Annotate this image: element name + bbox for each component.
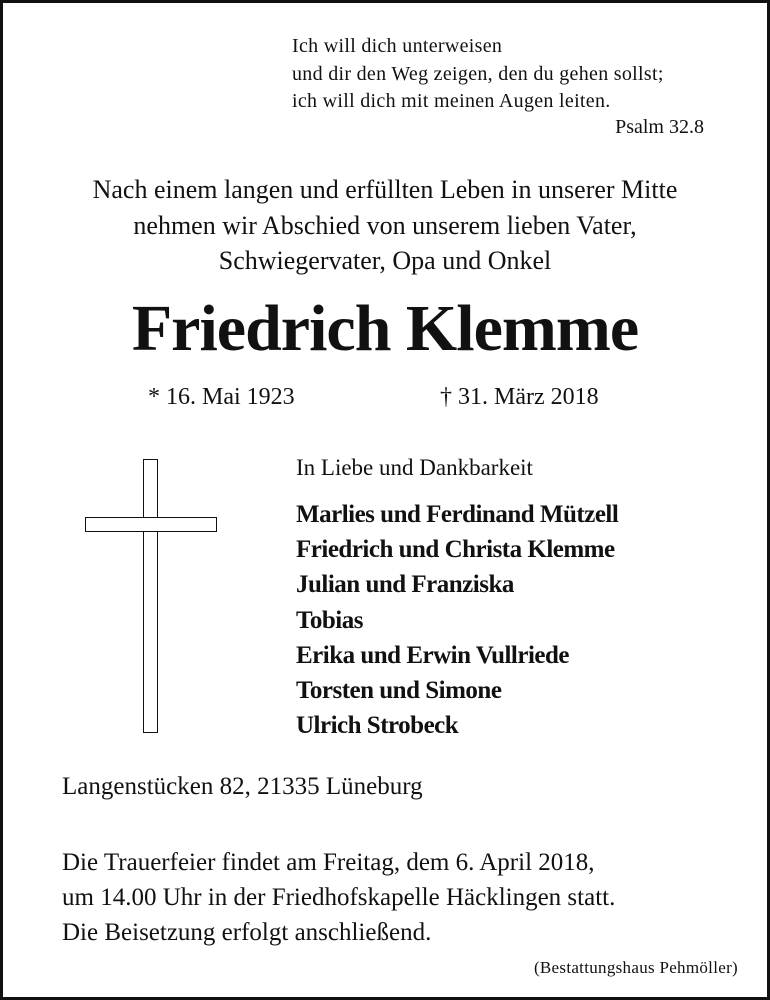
intro-line: nehmen wir Abschied von unserem lieben Vater,	[133, 210, 637, 240]
intro-line: Nach einem langen und erfüllten Leben in unserer Mitte	[92, 175, 678, 204]
mourner-name: Friedrich und Christa Klemme	[296, 536, 615, 564]
deceased-name: Friedrich Klemme	[131, 292, 639, 365]
verse-line: und dir den Weg zeigen, den du gehen sollst;	[292, 62, 664, 85]
death-date: † 31. März 2018	[440, 384, 599, 410]
intro-line: Schwiegervater, Opa und Onkel	[218, 246, 552, 275]
intro-text	[0, 172, 770, 279]
mourners-list	[296, 497, 618, 743]
service-line: Die Trauerfeier findet am Freitag, dem 6. April 2018,	[62, 849, 595, 876]
mourner-name: Torsten und Simone	[296, 677, 502, 705]
service-line: Die Beisetzung erfolgt anschließend.	[62, 919, 432, 946]
cross-vertical-beam	[143, 459, 158, 733]
mourner-name: Ulrich Strobeck	[296, 712, 459, 740]
undertaker-credit: (Bestattungshaus Pehmöller)	[533, 958, 738, 977]
mourner-name: Tobias	[296, 606, 363, 634]
mourner-name: Marlies und Ferdinand Mützell	[296, 501, 619, 528]
family-address: Langenstücken 82, 21335 Lüneburg	[62, 773, 423, 800]
funeral-service-info	[62, 845, 615, 950]
cross-icon	[85, 459, 217, 735]
verse-line: ich will dich mit meinen Augen leiten.	[292, 90, 611, 112]
cross-center	[145, 519, 157, 531]
verse-line: Ich will dich unterweisen	[292, 35, 503, 57]
birth-date: * 16. Mai 1923	[148, 384, 295, 410]
mourners-heading: In Liebe und Dankbarkeit	[296, 455, 533, 480]
bible-verse	[292, 33, 664, 116]
mourner-name: Julian und Franziska	[296, 571, 514, 599]
verse-reference: Psalm 32.8	[615, 116, 704, 138]
service-line: um 14.00 Uhr in der Friedhofskapelle Häcklingen statt.	[62, 884, 616, 911]
mourner-name: Erika und Erwin Vullriede	[296, 641, 569, 669]
